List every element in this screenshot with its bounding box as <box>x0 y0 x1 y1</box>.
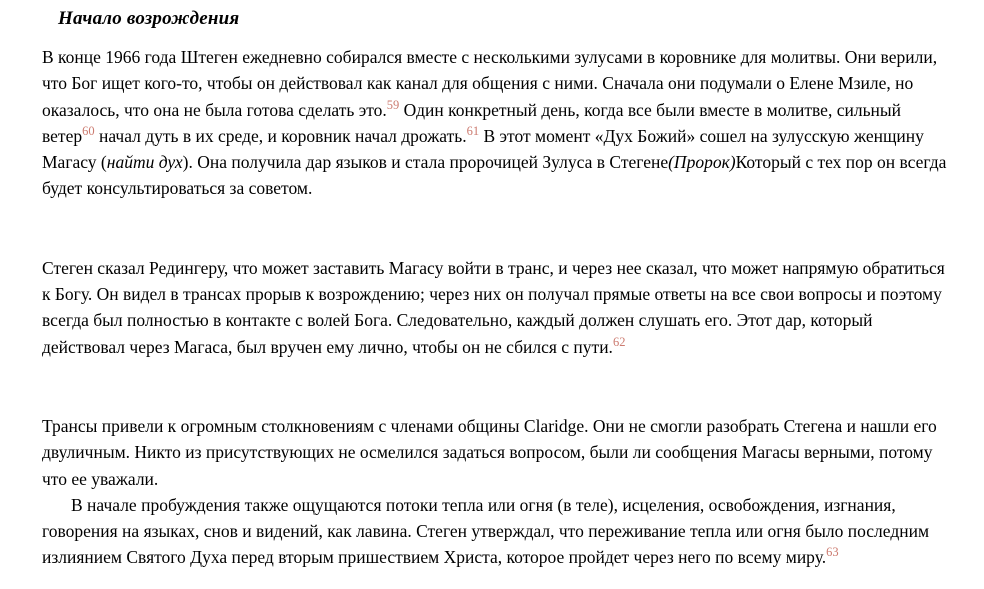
text-run: Который с тех пор он всегда будет консультироваться за советом. <box>42 152 947 199</box>
paragraph-awakening <box>42 492 948 571</box>
footnote-ref[interactable]: 60 <box>82 124 95 139</box>
document-content <box>42 44 948 571</box>
text-run: Один конкретный день, когда все были вместе в молитве, сильный ветер <box>42 99 902 146</box>
section-title: Начало возрождения <box>58 8 240 29</box>
footnote-ref[interactable]: 59 <box>386 97 400 112</box>
paragraph-clashes <box>42 413 948 492</box>
footnote-ref[interactable]: 62 <box>612 334 626 349</box>
text-run: Трансы привели к огромным столкновениям с членами общины Claridge. Они не смогли разобрать Стегена и нашли его двуличным. Никто из присутствующих не осмелился задаться вопросом, были ли сообщения Магасы верными, потому что ее уважали. <box>42 415 937 489</box>
text-run: В этот момент «Дух Божий» сошел на зулусскую женщину Магасу ( <box>42 125 924 173</box>
paragraph-revival-start <box>42 44 948 202</box>
paragraph-trances <box>42 255 948 360</box>
text-run: В конце 1966 года Штеген ежедневно собирался вместе с несколькими зулусами в коровнике для молитвы. Они верили, что Бог ищет кого-то, чтобы он действовал как канал для общения с ними. Сначала они подумали о Елене Мзиле, но оказалось, что она не была готова сделать это. <box>42 47 938 120</box>
text-run: начал дуть в их среде, и коровник начал дрожать. <box>94 125 467 146</box>
italic-text: (Пророк) <box>668 152 736 173</box>
text-run: Стеген сказал Редингеру, что может заставить Магасу войти в транс, и через нее сказал, что может напрямую обратиться к Богу. Он видел в трансах прорыв к возрождению; через них он получал прямые ответы на все свои вопросы и поэтому всегда был полностью в контакте с волей Бога. Следовательно, каждый должен слушать его. Этот дар, который действовал через Магаса, был вручен ему лично, чтобы он не сбился с пути. <box>42 257 945 357</box>
text-run: В начале пробуждения также ощущаются потоки тепла или огня (в теле), исцеления, освобождения, изгнания, говорения на языках, снов и видений, как лавина. Стеген утверждал, что переживание тепла или огня было последним излиянием Святого Духа перед вторым пришествием Христа, которое пройдет через него по всему миру. <box>42 494 930 568</box>
footnote-ref[interactable]: 63 <box>826 545 839 560</box>
text-run: ). Она получила дар языков и стала пророчицей Зулуса в Стегене <box>182 152 669 173</box>
italic-text: найти дух <box>106 152 183 173</box>
footnote-ref[interactable]: 61 <box>466 124 480 139</box>
